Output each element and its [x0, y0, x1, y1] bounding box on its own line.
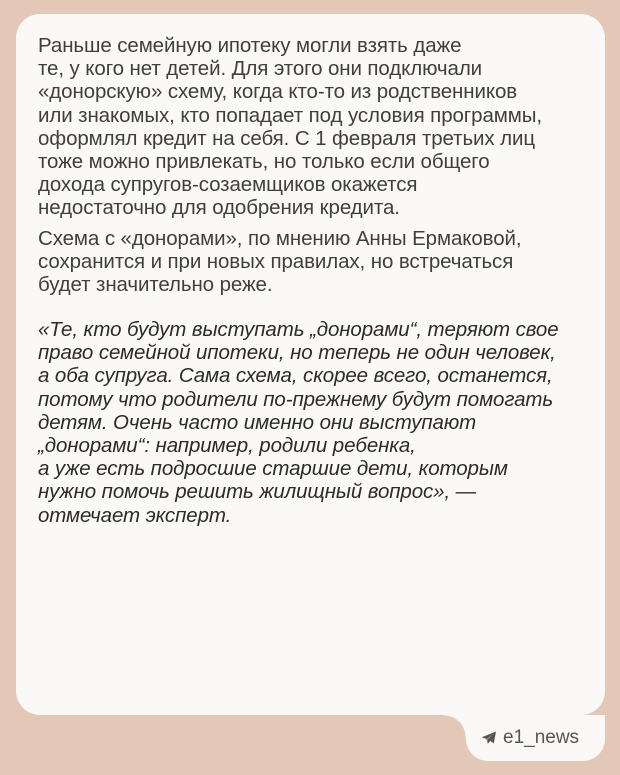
quote-line: право семейной ипотеки, но теперь не один человек, [38, 341, 556, 365]
quote-line: потому что родители по-прежнему будут помогать [38, 387, 554, 411]
telegram-icon [481, 730, 497, 746]
quote-line: а оба супруга. Сама схема, скорее всего, останется, [38, 364, 553, 388]
quote-line: «Те, кто будут выступать „донорами“, теряют свое [38, 318, 559, 341]
quote-line: „донорами“: например, родили ребенка, [38, 434, 416, 458]
quote-line: а уже есть подросшие старшие дети, которым [38, 457, 508, 481]
channel-link[interactable] [481, 726, 579, 750]
text-line: Раньше семейную ипотеку могли взять даже [38, 34, 462, 57]
paragraph-scheme [38, 227, 598, 297]
expert-quote [38, 318, 598, 527]
text-line: Схема с «донорами», по мнению Анны Ермаковой, [38, 227, 522, 250]
channel-name: e1_news [503, 727, 580, 748]
text-line: оформлял кредит на себя. С 1 февраля третьих лиц [38, 126, 535, 150]
text-line: недостаточно для одобрения кредита. [38, 196, 400, 220]
paragraph-intro [38, 34, 598, 220]
text-line: или знакомых, кто попадает под условия программы, [38, 103, 542, 127]
text-line: те, у кого нет детей. Для этого они подключали [38, 57, 483, 81]
quote-line: отмечает эксперт. [38, 503, 232, 527]
text-line: тоже можно привлекать, но только если общего [38, 150, 490, 174]
text-line: «донорскую» схему, когда кто-то из родственников [38, 80, 518, 104]
quote-line: нужно помочь решить жилищный вопрос», — [38, 480, 477, 504]
footer-tab-corner [444, 715, 466, 737]
text-line: дохода супругов-созаемщиков окажется [38, 173, 418, 197]
quote-line: детям. Очень часто именно они выступают [38, 410, 477, 434]
text-line: будет значительно реже. [38, 273, 273, 297]
text-line: сохранится и при новых правилах, но встречаться [38, 250, 514, 274]
